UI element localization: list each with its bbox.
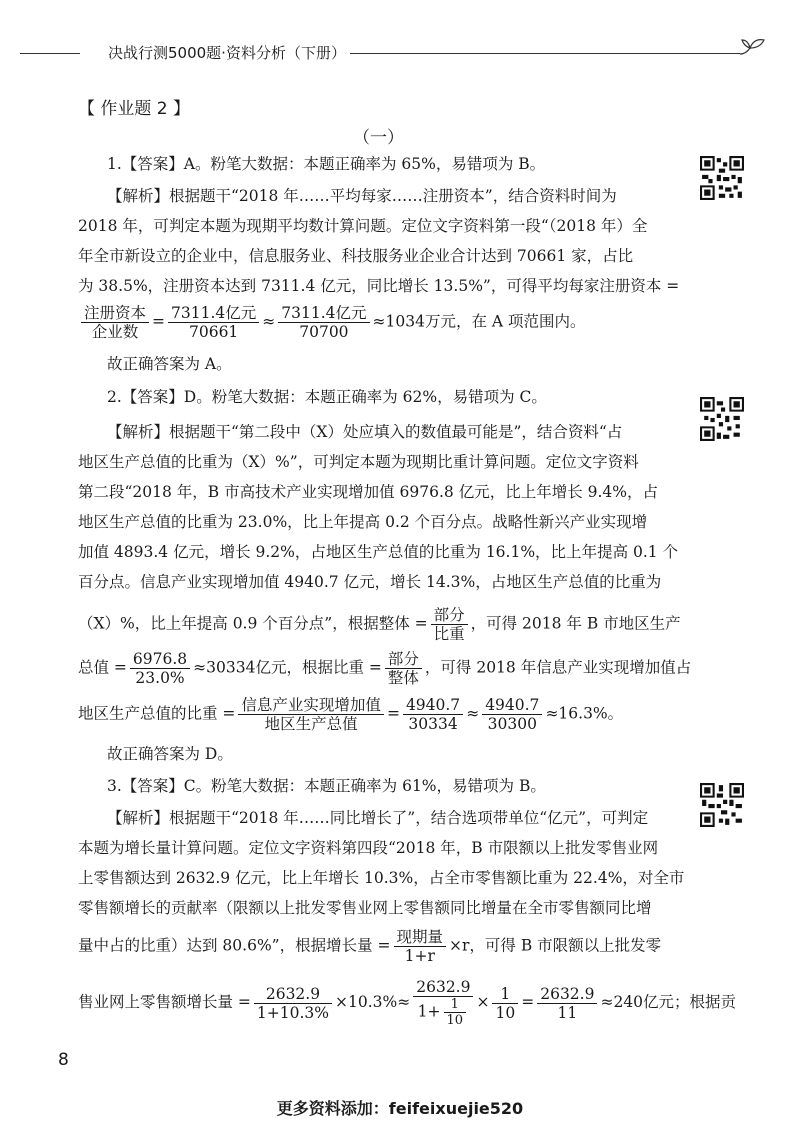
fraction: $\frac{1}{10}$ bbox=[444, 997, 467, 1028]
q2-analysis-line: 地区生产总值的比重为 23.0%，比上年提高 0.2 个百分点。战略性新兴产业实现增 bbox=[78, 513, 648, 531]
fraction: $\frac{\text{现期量}}{1+r}$ bbox=[394, 928, 447, 965]
q1-analysis-line: 2018 年，可判定本题为现期平均数计算问题。定位文字资料第一段“（2018 年）全 bbox=[78, 217, 648, 235]
qr-code-icon[interactable] bbox=[700, 397, 744, 441]
q3-formula-line: 量中占的比重）达到 80.6%”，根据增长量 = $\frac{\text{现期量}}{1+r}$ ×r，可得 B 市限额以上批发零 bbox=[78, 928, 662, 965]
header-rule-left bbox=[20, 53, 80, 54]
fraction: $\frac{\text{注册资本}}{\text{企业数}}$ bbox=[81, 304, 149, 341]
fraction: $\frac{\text{7311.4亿元}}{70700}$ bbox=[278, 304, 369, 341]
q2-formula-line: （X）%，比上年提高 0.9 个百分点”，根据整体 = $\frac{\text{部分}}{\text{比重}}$ ，可得 2018 年 B 市地区生产 bbox=[78, 606, 681, 643]
q1-formula: $\frac{\text{注册资本}}{\text{企业数}}$ = $\frac{\text{7311.4亿元}}{70661}$ ≈ $\frac{\text{7311.4亿元}}{70700}$ ≈1034万元，在 A 项范围内。 bbox=[78, 304, 674, 341]
q1-analysis-line: 年全市新设立的企业中，信息服务业、科技服务业企业合计达到 70661 家，占比 bbox=[78, 247, 634, 265]
q1-conclusion: 故正确答案为 A。 bbox=[107, 355, 232, 373]
q1-analysis-line: 为 38.5%，注册资本达到 7311.4 亿元，同比增长 13.5%”，可得平均每家注册资本 = bbox=[78, 277, 680, 295]
fraction: $\frac{4940.7}{30334}$ bbox=[403, 696, 463, 733]
q2-formula-line: 总值 = $\frac{6976.8}{23.0\%}$ ≈30334亿元，根据比重 = $\frac{\text{部分}}{\text{整体}}$ ，可得 2018 年信息产业实现增加值占 bbox=[78, 650, 692, 687]
fraction: 2632.9 1+ $\frac{1}{10}$ bbox=[413, 978, 473, 1028]
fraction: $\frac{\text{部分}}{\text{整体}}$ bbox=[385, 650, 422, 687]
qr-code-icon[interactable] bbox=[700, 156, 744, 200]
qr-code-icon[interactable] bbox=[700, 783, 744, 827]
q2-analysis-line: 加值 4893.4 亿元，增长 9.2%，占地区生产总值的比重为 16.1%，比上年提高 0.1 个 bbox=[78, 543, 679, 561]
fraction: $\frac{2632.9}{1+10.3\%}$ bbox=[254, 985, 332, 1022]
fraction: $\frac{\text{7311.4亿元}}{70661}$ bbox=[168, 304, 259, 341]
q3-analysis-line: 零售额增长的贡献率（限额以上批发零售业网上零售额同比增量在全市零售额同比增 bbox=[78, 899, 652, 917]
fraction: $\frac{\text{信息产业实现增加值}}{\text{地区生产总值}}$ bbox=[238, 696, 384, 733]
q2-conclusion: 故正确答案为 D。 bbox=[107, 745, 233, 763]
footer-note: 更多资料添加：feifeixuejie520 bbox=[276, 1099, 524, 1118]
fraction: $\frac{1}{10}$ bbox=[492, 985, 518, 1022]
q3-formula-line: 售业网上零售额增长量 = $\frac{2632.9}{1+10.3\%}$ ×10.3%≈ 2632.9 1+ $\frac{1}{10}$ × $\frac{1}{10}$ = $\frac{2632.9}{11}$ ≈240亿元；根据贡 bbox=[78, 978, 737, 1028]
fraction: $\frac{6976.8}{23.0\%}$ bbox=[130, 650, 190, 687]
header-title: 决战行测5000题·资料分析（下册） bbox=[102, 42, 352, 63]
q2-analysis-line: 第二段“2018 年，B 市高技术产业实现增加值 6976.8 亿元，比上年增长 9.4%，占 bbox=[78, 483, 659, 501]
q2-analysis-line: 地区生产总值的比重为（X）%”，可判定本题为现期比重计算问题。定位文字资料 bbox=[78, 453, 639, 471]
page-header bbox=[20, 34, 770, 64]
fraction: $\frac{\text{部分}}{\text{比重}}$ bbox=[431, 606, 468, 643]
q3-analysis-line: 【解析】根据题干“2018 年……同比增长了”，结合选项带单位“亿元”，可判定 bbox=[107, 809, 649, 827]
q2-formula-line: 地区生产总值的比重 = $\frac{\text{信息产业实现增加值}}{\text{地区生产总值}}$ = $\frac{4940.7}{30334}$ ≈ $\frac{4940.7}{30300}$ ≈16.3%。 bbox=[78, 696, 624, 733]
q3-analysis-line: 上零售额达到 2632.9 亿元，比上年增长 10.3%，占全市零售额比重为 22.4%，对全市 bbox=[78, 869, 685, 887]
q3-analysis-line: 本题为增长量计算问题。定位文字资料第四段“2018 年，B 市限额以上批发零售业网 bbox=[78, 839, 659, 857]
fraction: $\frac{4940.7}{30300}$ bbox=[482, 696, 542, 733]
q1-analysis-line: 【解析】根据题干“2018 年……平均每家……注册资本”，结合资料时间为 bbox=[107, 187, 617, 205]
section-title: 【 作业题 2 】 bbox=[78, 99, 191, 119]
header-rule-right bbox=[350, 53, 740, 54]
q2-analysis-line: 百分点。信息产业实现增加值 4940.7 亿元，增长 14.3%，占地区生产总值的比重为 bbox=[78, 573, 662, 591]
q1-answer-line: 1.【答案】A。粉笔大数据：本题正确率为 65%，易错项为 B。 bbox=[107, 155, 546, 173]
page-number: 8 bbox=[58, 1050, 69, 1070]
q3-answer-line: 3.【答案】C。粉笔大数据：本题正确率为 61%，易错项为 B。 bbox=[107, 777, 546, 795]
q2-answer-line: 2.【答案】D。粉笔大数据：本题正确率为 62%，易错项为 C。 bbox=[107, 388, 547, 406]
subsection-title: （一） bbox=[353, 128, 404, 148]
q2-analysis-line: 【解析】根据题干“第二段中（X）处应填入的数值最可能是”，结合资料“占 bbox=[107, 423, 623, 441]
sprout-icon bbox=[738, 34, 768, 60]
fraction: $\frac{2632.9}{11}$ bbox=[537, 985, 597, 1022]
